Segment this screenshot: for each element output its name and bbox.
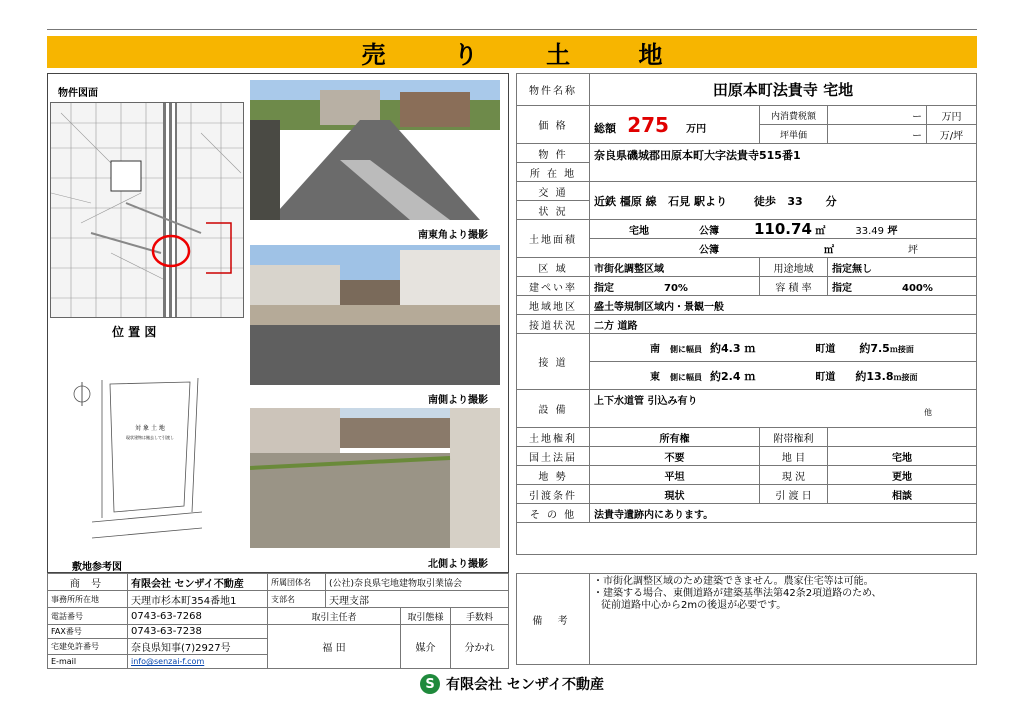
tax-key: 内消費税額 xyxy=(760,106,828,125)
road2-type: 町道 xyxy=(815,371,836,383)
price-key: 価 格 xyxy=(517,106,590,144)
photo-south-image xyxy=(250,245,500,385)
road-status-value: 二方 道路 xyxy=(590,315,977,334)
land-right-key: 土地権利 xyxy=(517,428,590,447)
facility-other: 他 xyxy=(924,408,932,417)
footer xyxy=(0,672,1024,696)
photo-north-caption: 北側より撮影 xyxy=(428,559,488,570)
status-value: 更地 xyxy=(828,466,977,485)
tsubo-value: ー xyxy=(828,125,927,144)
survey-text-2: 現状建物は撤去して引渡し xyxy=(126,435,174,440)
survey-label: 敷地参考図 xyxy=(72,562,122,573)
land-right-value: 所有権 xyxy=(590,428,760,447)
photo-north xyxy=(250,408,500,548)
delivery-cond-value: 現状 xyxy=(590,485,760,504)
email-link[interactable]: info@senzai-f.com xyxy=(128,655,268,669)
company-logo-icon: S xyxy=(420,674,440,694)
remarks-key: 備 考 xyxy=(517,574,590,665)
transport-station: 石見 駅より xyxy=(668,194,728,208)
location-key-1: 物 件 xyxy=(517,144,590,163)
use-key: 用途地域 xyxy=(760,258,828,277)
fax-key: FAX番号 xyxy=(48,625,128,639)
tsubo-key: 坪単価 xyxy=(760,125,828,144)
area-tsubo-unit: 坪 xyxy=(887,226,898,237)
zone-key: 区 域 xyxy=(517,258,590,277)
bcr-value: 70% xyxy=(664,282,688,294)
area-registry-2: 公簿 xyxy=(699,244,719,256)
zone-value: 市街化調整区域 xyxy=(590,258,760,277)
area-value: 110.74 xyxy=(754,220,812,238)
tel-key: 電話番号 xyxy=(48,608,128,625)
terrain-value: 平坦 xyxy=(590,466,760,485)
road1-width: 約4.3 ｍ xyxy=(710,341,756,355)
mode-key: 取引態様 xyxy=(401,608,451,625)
office-addr-key: 事務所所在地 xyxy=(48,591,128,608)
tax-unit: 万円 xyxy=(926,106,976,125)
location-value: 奈良県磯城郡田原本町大字法貴寺515番1 xyxy=(590,144,977,182)
price-total-label: 総額 xyxy=(594,121,616,135)
office-addr-value: 天理市杉本町354番地1 xyxy=(128,591,268,608)
name-value: 田原本町法貴寺 宅地 xyxy=(590,74,977,106)
area-key: 土地面積 xyxy=(517,220,590,258)
company-name-value: 有限会社 センザイ不動産 xyxy=(128,574,268,591)
road-status-key: 接道状況 xyxy=(517,315,590,334)
far-value: 400% xyxy=(902,282,933,294)
fee-key: 手数料 xyxy=(451,608,509,625)
license-value: 奈良県知事(7)2927号 xyxy=(128,639,268,655)
attached-right-key: 附帯権利 xyxy=(760,428,828,447)
facility-key: 設 備 xyxy=(517,390,590,428)
tsubo-unit: 万/坪 xyxy=(926,125,976,144)
person-key: 取引主任者 xyxy=(268,608,401,625)
footer-company-name: 有限会社 センザイ不動産 xyxy=(446,677,604,693)
area-category: 宅地 xyxy=(629,226,649,237)
fee-value: 分かれ xyxy=(451,625,509,669)
location-key-2: 所 在 地 xyxy=(517,163,590,182)
survey-plan xyxy=(52,342,246,554)
bcr-label: 指定 xyxy=(594,282,614,294)
assoc-key: 所属団体名 xyxy=(268,574,326,591)
road1-contact-unit: ｍ接面 xyxy=(889,344,914,354)
status-key: 現 況 xyxy=(760,466,828,485)
district-value: 盛土等規制区域内・景観一般 xyxy=(590,296,977,315)
delivery-date-key: 引 渡 日 xyxy=(760,485,828,504)
email-key: E-mail xyxy=(48,655,128,669)
remarks-line-2: ・建築する場合、東側道路が建築基準法第42条2項道路のため、 xyxy=(593,588,882,599)
location-map-drawing xyxy=(51,103,244,318)
area-m2: ㎡ xyxy=(815,226,826,237)
road2-contact: 約13.8 xyxy=(855,369,894,383)
assoc-value: (公社)奈良県宅地建物取引業協会 xyxy=(326,574,509,591)
delivery-date-value: 相談 xyxy=(828,485,977,504)
chimoku-value: 宅地 xyxy=(828,447,977,466)
survey-drawing xyxy=(52,342,246,554)
photo-south-caption: 南側より撮影 xyxy=(428,395,488,406)
photo-north-image xyxy=(250,408,500,548)
road1-contact: 約7.5 xyxy=(859,341,890,355)
district-key: 地域地区 xyxy=(517,296,590,315)
facility-value: 上下水道管 引込み有り xyxy=(594,396,698,407)
delivery-cond-key: 引渡条件 xyxy=(517,485,590,504)
remarks-table xyxy=(516,573,977,665)
top-rule xyxy=(47,29,977,30)
branch-key: 支部名 xyxy=(268,591,326,608)
transport-walk: 徒歩 xyxy=(753,194,776,208)
price-value: 275 xyxy=(627,112,669,137)
road1-side: 側に幅員 xyxy=(670,344,702,354)
other-value: 法貴寺遺跡内にあります。 xyxy=(590,504,977,523)
land-law-key: 国土法届 xyxy=(517,447,590,466)
license-key: 宅建免許番号 xyxy=(48,639,128,655)
terrain-key: 地 勢 xyxy=(517,466,590,485)
survey-text-1: 対 象 土 地 xyxy=(135,425,165,432)
name-key: 物件名称 xyxy=(517,74,590,106)
chimoku-key: 地 目 xyxy=(760,447,828,466)
road2-side: 側に幅員 xyxy=(670,372,702,382)
company-name-key: 商 号 xyxy=(48,574,128,591)
transport-key-1: 交 通 xyxy=(517,182,590,201)
tax-value: ー xyxy=(828,106,927,125)
remarks-line-3: 従前道路中心から2mの後退が必要です。 xyxy=(601,600,787,611)
land-law-value: 不要 xyxy=(590,447,760,466)
photo-south xyxy=(250,245,500,385)
road1-type: 町道 xyxy=(815,343,836,355)
photo-southeast-image xyxy=(250,80,500,220)
road2-contact-unit: ｍ接面 xyxy=(893,372,918,382)
far-key: 容 積 率 xyxy=(760,277,828,296)
use-value: 指定無し xyxy=(828,258,977,277)
remarks-line-1: ・市街化調整区域のため建築できません。農家住宅等は可能。 xyxy=(593,576,874,587)
branch-value: 天理支部 xyxy=(326,591,509,608)
transport-unit: 分 xyxy=(825,194,837,208)
area-registry: 公簿 xyxy=(699,226,719,237)
mode-value: 媒介 xyxy=(401,625,451,669)
far-label: 指定 xyxy=(832,282,852,294)
road1-direction: 南 xyxy=(650,343,660,355)
road2-direction: 東 xyxy=(650,371,660,383)
tel-value: 0743-63-7268 xyxy=(128,608,268,625)
transport-line: 近鉄 橿原 線 xyxy=(594,194,657,208)
location-label: 位 置 図 xyxy=(112,325,157,339)
transport-minutes: 33 xyxy=(787,194,803,208)
price-unit: 万円 xyxy=(686,123,707,135)
other-key: そ の 他 xyxy=(517,504,590,523)
area-tsubo: 33.49 xyxy=(855,226,885,237)
road-key: 接 道 xyxy=(517,334,590,390)
property-table xyxy=(516,73,977,555)
person-value: 福 田 xyxy=(268,625,401,669)
area-tsubo-unit-2: 坪 xyxy=(908,244,918,256)
fax-value: 0743-63-7238 xyxy=(128,625,268,639)
photo-southeast-caption: 南東角より撮影 xyxy=(418,230,488,241)
transport-key-2: 状 況 xyxy=(517,201,590,220)
map-label: 物件図面 xyxy=(58,88,98,99)
area-m2-2: ㎡ xyxy=(824,244,834,256)
bcr-key: 建ぺい率 xyxy=(517,277,590,296)
page-title: 売 り 土 地 xyxy=(47,36,977,68)
company-table xyxy=(47,573,509,669)
photo-southeast xyxy=(250,80,500,220)
location-map xyxy=(50,102,244,318)
road2-width: 約2.4 ｍ xyxy=(710,369,756,383)
